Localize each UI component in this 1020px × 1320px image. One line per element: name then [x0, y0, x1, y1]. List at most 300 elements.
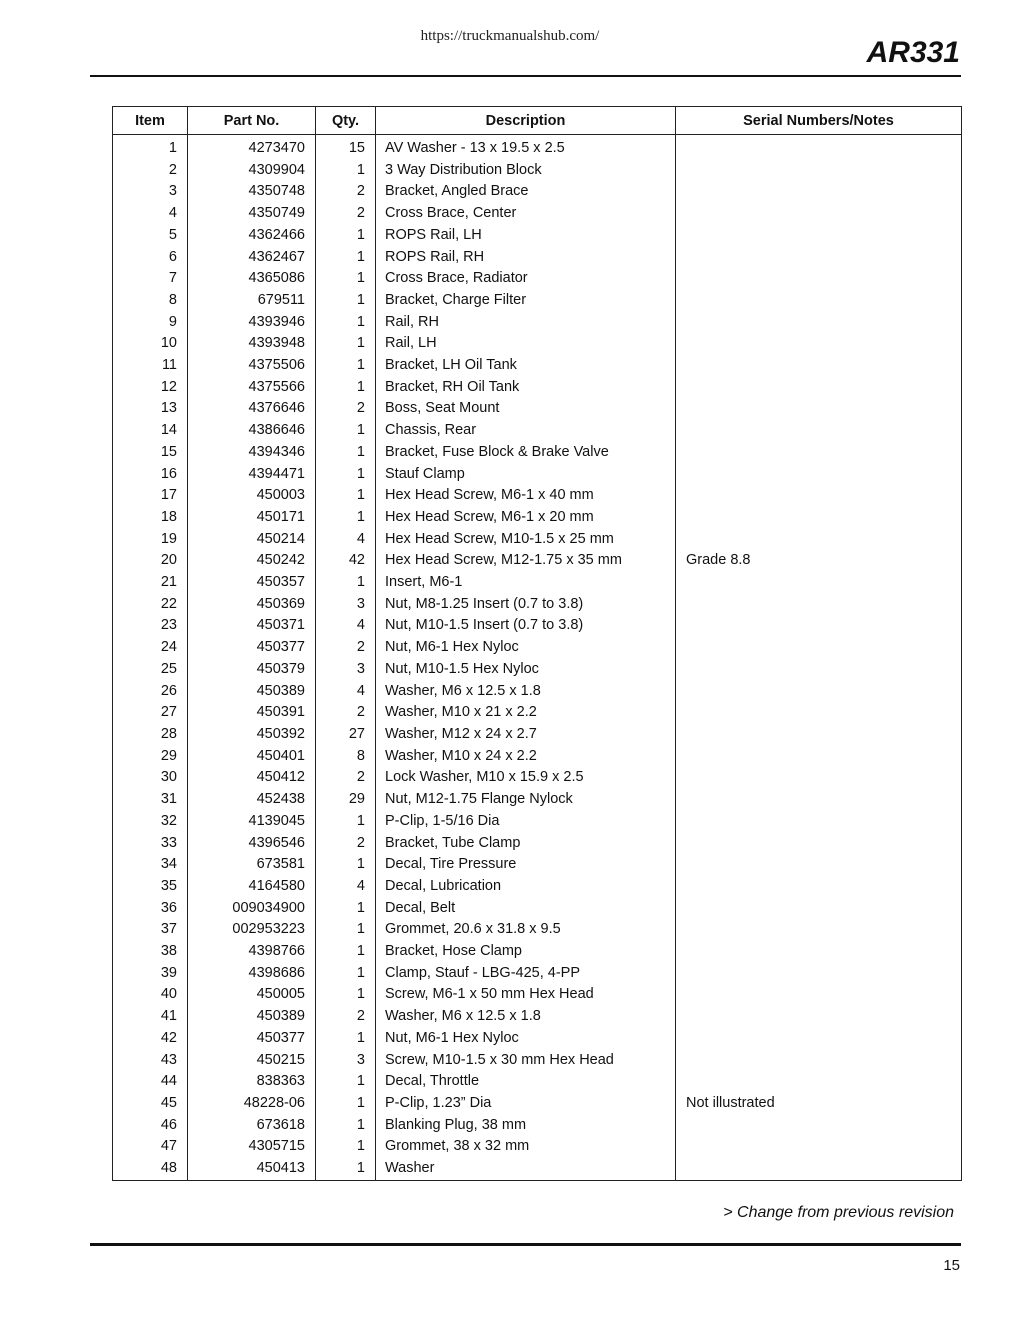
part-number-cell: 450357: [188, 572, 316, 594]
quantity-cell: 1: [316, 1136, 376, 1158]
table-row: [113, 247, 962, 269]
quantity-cell: 1: [316, 160, 376, 182]
quantity-cell: 2: [316, 181, 376, 203]
quantity-cell: 3: [316, 594, 376, 616]
serial-notes-cell: [676, 963, 962, 985]
table-row: [113, 724, 962, 746]
item-number-cell: 9: [113, 312, 188, 334]
part-number-cell: 450412: [188, 767, 316, 789]
table-row: [113, 898, 962, 920]
serial-notes-cell: [676, 333, 962, 355]
description-cell: Nut, M8-1.25 Insert (0.7 to 3.8): [376, 594, 676, 616]
item-number-cell: 32: [113, 811, 188, 833]
description-cell: Decal, Throttle: [376, 1071, 676, 1093]
quantity-cell: 15: [316, 135, 376, 160]
description-cell: Cross Brace, Center: [376, 203, 676, 225]
part-number-cell: 4139045: [188, 811, 316, 833]
part-number-cell: 4350748: [188, 181, 316, 203]
model-title: AR331: [866, 36, 960, 69]
description-cell: Washer, M12 x 24 x 2.7: [376, 724, 676, 746]
serial-notes-cell: [676, 203, 962, 225]
quantity-cell: 1: [316, 854, 376, 876]
serial-notes-cell: [676, 1136, 962, 1158]
description-cell: Bracket, RH Oil Tank: [376, 377, 676, 399]
table-row: [113, 529, 962, 551]
part-number-cell: 450171: [188, 507, 316, 529]
item-number-cell: 37: [113, 919, 188, 941]
table-row: [113, 442, 962, 464]
item-number-cell: 17: [113, 485, 188, 507]
description-cell: Nut, M6-1 Hex Nyloc: [376, 1028, 676, 1050]
part-number-cell: 450391: [188, 702, 316, 724]
serial-notes-cell: [676, 1050, 962, 1072]
serial-notes-cell: [676, 290, 962, 312]
part-number-cell: 450413: [188, 1158, 316, 1180]
quantity-cell: 1: [316, 225, 376, 247]
description-cell: Bracket, Angled Brace: [376, 181, 676, 203]
description-cell: Washer, M6 x 12.5 x 1.8: [376, 1006, 676, 1028]
description-cell: Decal, Belt: [376, 898, 676, 920]
description-cell: Nut, M10-1.5 Hex Nyloc: [376, 659, 676, 681]
item-number-cell: 44: [113, 1071, 188, 1093]
description-cell: Insert, M6-1: [376, 572, 676, 594]
part-number-cell: 450003: [188, 485, 316, 507]
column-header-part-no: Part No.: [188, 107, 316, 135]
item-number-cell: 12: [113, 377, 188, 399]
description-cell: Boss, Seat Mount: [376, 398, 676, 420]
serial-notes-cell: [676, 225, 962, 247]
quantity-cell: 3: [316, 1050, 376, 1072]
serial-notes-cell: [676, 767, 962, 789]
serial-notes-cell: [676, 1071, 962, 1093]
table-row: [113, 290, 962, 312]
table-row: [113, 550, 962, 572]
quantity-cell: 1: [316, 464, 376, 486]
table-row: [113, 1136, 962, 1158]
quantity-cell: 1: [316, 1115, 376, 1137]
part-number-cell: 4398686: [188, 963, 316, 985]
quantity-cell: 27: [316, 724, 376, 746]
quantity-cell: 4: [316, 681, 376, 703]
table-row: [113, 203, 962, 225]
serial-notes-cell: [676, 811, 962, 833]
serial-notes-cell: [676, 507, 962, 529]
table-row: [113, 1158, 962, 1180]
part-number-cell: 4394471: [188, 464, 316, 486]
item-number-cell: 30: [113, 767, 188, 789]
table-row: [113, 485, 962, 507]
quantity-cell: 1: [316, 963, 376, 985]
item-number-cell: 10: [113, 333, 188, 355]
description-cell: Nut, M10-1.5 Insert (0.7 to 3.8): [376, 615, 676, 637]
quantity-cell: 2: [316, 637, 376, 659]
description-cell: Hex Head Screw, M6-1 x 20 mm: [376, 507, 676, 529]
table-row: [113, 420, 962, 442]
serial-notes-cell: [676, 594, 962, 616]
quantity-cell: 1: [316, 811, 376, 833]
table-row: [113, 398, 962, 420]
serial-notes-cell: [676, 746, 962, 768]
table-row: [113, 1071, 962, 1093]
serial-notes-cell: [676, 789, 962, 811]
table-row: [113, 1115, 962, 1137]
description-cell: Screw, M6-1 x 50 mm Hex Head: [376, 984, 676, 1006]
table-row: [113, 615, 962, 637]
serial-notes-cell: [676, 984, 962, 1006]
item-number-cell: 18: [113, 507, 188, 529]
serial-notes-cell: [676, 919, 962, 941]
table-row: [113, 160, 962, 182]
description-cell: Decal, Lubrication: [376, 876, 676, 898]
item-number-cell: 20: [113, 550, 188, 572]
item-number-cell: 34: [113, 854, 188, 876]
quantity-cell: 1: [316, 1093, 376, 1115]
item-number-cell: 41: [113, 1006, 188, 1028]
table-row: [113, 811, 962, 833]
description-cell: Hex Head Screw, M6-1 x 40 mm: [376, 485, 676, 507]
description-cell: Bracket, LH Oil Tank: [376, 355, 676, 377]
description-cell: Clamp, Stauf - LBG-425, 4-PP: [376, 963, 676, 985]
item-number-cell: 42: [113, 1028, 188, 1050]
item-number-cell: 15: [113, 442, 188, 464]
quantity-cell: 1: [316, 290, 376, 312]
item-number-cell: 14: [113, 420, 188, 442]
parts-table-body: [113, 135, 962, 1181]
part-number-cell: 4386646: [188, 420, 316, 442]
quantity-cell: 2: [316, 767, 376, 789]
serial-notes-cell: [676, 854, 962, 876]
serial-notes-cell: Not illustrated: [676, 1093, 962, 1115]
serial-notes-cell: [676, 702, 962, 724]
item-number-cell: 13: [113, 398, 188, 420]
serial-notes-cell: [676, 135, 962, 160]
serial-notes-cell: Grade 8.8: [676, 550, 962, 572]
description-cell: Washer, M10 x 24 x 2.2: [376, 746, 676, 768]
serial-notes-cell: [676, 898, 962, 920]
serial-notes-cell: [676, 464, 962, 486]
serial-notes-cell: [676, 398, 962, 420]
serial-notes-cell: [676, 247, 962, 269]
quantity-cell: 1: [316, 1028, 376, 1050]
description-cell: Grommet, 20.6 x 31.8 x 9.5: [376, 919, 676, 941]
part-number-cell: 450379: [188, 659, 316, 681]
part-number-cell: 838363: [188, 1071, 316, 1093]
part-number-cell: 4350749: [188, 203, 316, 225]
table-row: [113, 312, 962, 334]
part-number-cell: 679511: [188, 290, 316, 312]
part-number-cell: 673618: [188, 1115, 316, 1137]
source-url[interactable]: https://truckmanualshub.com/: [420, 28, 600, 44]
table-row: [113, 594, 962, 616]
quantity-cell: 1: [316, 485, 376, 507]
table-row: [113, 941, 962, 963]
serial-notes-cell: [676, 377, 962, 399]
description-cell: ROPS Rail, RH: [376, 247, 676, 269]
table-row: [113, 659, 962, 681]
description-cell: Hex Head Screw, M12-1.75 x 35 mm: [376, 550, 676, 572]
quantity-cell: 1: [316, 984, 376, 1006]
part-number-cell: 450377: [188, 1028, 316, 1050]
item-number-cell: 25: [113, 659, 188, 681]
table-row: [113, 854, 962, 876]
table-row: [113, 1006, 962, 1028]
description-cell: Bracket, Charge Filter: [376, 290, 676, 312]
quantity-cell: 1: [316, 572, 376, 594]
quantity-cell: 1: [316, 333, 376, 355]
part-number-cell: 450392: [188, 724, 316, 746]
description-cell: Bracket, Fuse Block & Brake Valve: [376, 442, 676, 464]
table-row: [113, 919, 962, 941]
part-number-cell: 009034900: [188, 898, 316, 920]
column-header-qty: Qty.: [316, 107, 376, 135]
part-number-cell: 4396546: [188, 833, 316, 855]
part-number-cell: 673581: [188, 854, 316, 876]
serial-notes-cell: [676, 1006, 962, 1028]
item-number-cell: 36: [113, 898, 188, 920]
quantity-cell: 2: [316, 833, 376, 855]
serial-notes-cell: [676, 442, 962, 464]
quantity-cell: 1: [316, 247, 376, 269]
serial-notes-cell: [676, 355, 962, 377]
serial-notes-cell: [676, 615, 962, 637]
quantity-cell: 4: [316, 529, 376, 551]
description-cell: Decal, Tire Pressure: [376, 854, 676, 876]
item-number-cell: 7: [113, 268, 188, 290]
quantity-cell: 2: [316, 1006, 376, 1028]
part-number-cell: 4398766: [188, 941, 316, 963]
part-number-cell: 4365086: [188, 268, 316, 290]
item-number-cell: 47: [113, 1136, 188, 1158]
serial-notes-cell: [676, 529, 962, 551]
header-divider: [90, 75, 961, 77]
quantity-cell: 1: [316, 442, 376, 464]
item-number-cell: 38: [113, 941, 188, 963]
quantity-cell: 1: [316, 312, 376, 334]
serial-notes-cell: [676, 681, 962, 703]
table-row: [113, 984, 962, 1006]
page-number: 15: [943, 1257, 960, 1274]
item-number-cell: 45: [113, 1093, 188, 1115]
quantity-cell: 4: [316, 876, 376, 898]
table-row: [113, 1093, 962, 1115]
item-number-cell: 35: [113, 876, 188, 898]
item-number-cell: 19: [113, 529, 188, 551]
part-number-cell: 450371: [188, 615, 316, 637]
quantity-cell: 2: [316, 702, 376, 724]
item-number-cell: 16: [113, 464, 188, 486]
description-cell: P-Clip, 1-5/16 Dia: [376, 811, 676, 833]
quantity-cell: 1: [316, 268, 376, 290]
part-number-cell: 450389: [188, 1006, 316, 1028]
table-row: [113, 377, 962, 399]
serial-notes-cell: [676, 485, 962, 507]
description-cell: Cross Brace, Radiator: [376, 268, 676, 290]
column-header-description: Description: [376, 107, 676, 135]
table-row: [113, 833, 962, 855]
table-row: [113, 355, 962, 377]
description-cell: 3 Way Distribution Block: [376, 160, 676, 182]
part-number-cell: 4164580: [188, 876, 316, 898]
item-number-cell: 22: [113, 594, 188, 616]
parts-table: [112, 106, 962, 1181]
item-number-cell: 6: [113, 247, 188, 269]
part-number-cell: 4376646: [188, 398, 316, 420]
description-cell: Bracket, Tube Clamp: [376, 833, 676, 855]
part-number-cell: 450214: [188, 529, 316, 551]
serial-notes-cell: [676, 876, 962, 898]
footer-divider: [90, 1243, 961, 1246]
quantity-cell: 1: [316, 898, 376, 920]
description-cell: Grommet, 38 x 32 mm: [376, 1136, 676, 1158]
quantity-cell: 1: [316, 355, 376, 377]
table-row: [113, 464, 962, 486]
description-cell: Bracket, Hose Clamp: [376, 941, 676, 963]
serial-notes-cell: [676, 833, 962, 855]
column-header-notes: Serial Numbers/Notes: [676, 107, 962, 135]
table-row: [113, 746, 962, 768]
item-number-cell: 40: [113, 984, 188, 1006]
description-cell: Washer: [376, 1158, 676, 1180]
description-cell: Lock Washer, M10 x 15.9 x 2.5: [376, 767, 676, 789]
item-number-cell: 8: [113, 290, 188, 312]
item-number-cell: 26: [113, 681, 188, 703]
part-number-cell: 450389: [188, 681, 316, 703]
part-number-cell: 4309904: [188, 160, 316, 182]
serial-notes-cell: [676, 637, 962, 659]
part-number-cell: 48228-06: [188, 1093, 316, 1115]
description-cell: Rail, RH: [376, 312, 676, 334]
description-cell: AV Washer - 13 x 19.5 x 2.5: [376, 135, 676, 160]
item-number-cell: 27: [113, 702, 188, 724]
quantity-cell: 2: [316, 203, 376, 225]
quantity-cell: 3: [316, 659, 376, 681]
quantity-cell: 42: [316, 550, 376, 572]
part-number-cell: 4362466: [188, 225, 316, 247]
part-number-cell: 002953223: [188, 919, 316, 941]
serial-notes-cell: [676, 1158, 962, 1180]
description-cell: Washer, M10 x 21 x 2.2: [376, 702, 676, 724]
quantity-cell: 4: [316, 615, 376, 637]
serial-notes-cell: [676, 1115, 962, 1137]
description-cell: Screw, M10-1.5 x 30 mm Hex Head: [376, 1050, 676, 1072]
description-cell: Blanking Plug, 38 mm: [376, 1115, 676, 1137]
serial-notes-cell: [676, 724, 962, 746]
serial-notes-cell: [676, 659, 962, 681]
quantity-cell: 29: [316, 789, 376, 811]
item-number-cell: 33: [113, 833, 188, 855]
part-number-cell: 450377: [188, 637, 316, 659]
part-number-cell: 450401: [188, 746, 316, 768]
description-cell: Nut, M6-1 Hex Nyloc: [376, 637, 676, 659]
item-number-cell: 3: [113, 181, 188, 203]
quantity-cell: 1: [316, 919, 376, 941]
quantity-cell: 8: [316, 746, 376, 768]
description-cell: Chassis, Rear: [376, 420, 676, 442]
description-cell: Hex Head Screw, M10-1.5 x 25 mm: [376, 529, 676, 551]
item-number-cell: 2: [113, 160, 188, 182]
table-row: [113, 1028, 962, 1050]
table-row: [113, 225, 962, 247]
table-row: [113, 572, 962, 594]
part-number-cell: 450369: [188, 594, 316, 616]
table-row: [113, 702, 962, 724]
item-number-cell: 5: [113, 225, 188, 247]
table-row: [113, 637, 962, 659]
part-number-cell: 4393946: [188, 312, 316, 334]
description-cell: Washer, M6 x 12.5 x 1.8: [376, 681, 676, 703]
part-number-cell: 4393948: [188, 333, 316, 355]
quantity-cell: 1: [316, 941, 376, 963]
part-number-cell: 450005: [188, 984, 316, 1006]
part-number-cell: 4362467: [188, 247, 316, 269]
table-header-row: [113, 107, 962, 135]
item-number-cell: 43: [113, 1050, 188, 1072]
item-number-cell: 21: [113, 572, 188, 594]
item-number-cell: 39: [113, 963, 188, 985]
quantity-cell: 1: [316, 420, 376, 442]
part-number-cell: 4273470: [188, 135, 316, 160]
item-number-cell: 11: [113, 355, 188, 377]
quantity-cell: 1: [316, 1158, 376, 1180]
table-row: [113, 767, 962, 789]
item-number-cell: 4: [113, 203, 188, 225]
part-number-cell: 452438: [188, 789, 316, 811]
revision-footnote: > Change from previous revision: [723, 1204, 954, 1221]
serial-notes-cell: [676, 941, 962, 963]
table-row: [113, 1050, 962, 1072]
part-number-cell: 4394346: [188, 442, 316, 464]
table-row: [113, 507, 962, 529]
table-row: [113, 268, 962, 290]
item-number-cell: 23: [113, 615, 188, 637]
item-number-cell: 46: [113, 1115, 188, 1137]
quantity-cell: 1: [316, 1071, 376, 1093]
description-cell: Nut, M12-1.75 Flange Nylock: [376, 789, 676, 811]
item-number-cell: 48: [113, 1158, 188, 1180]
part-number-cell: 4305715: [188, 1136, 316, 1158]
description-cell: Stauf Clamp: [376, 464, 676, 486]
item-number-cell: 28: [113, 724, 188, 746]
serial-notes-cell: [676, 420, 962, 442]
serial-notes-cell: [676, 1028, 962, 1050]
item-number-cell: 29: [113, 746, 188, 768]
description-cell: Rail, LH: [376, 333, 676, 355]
part-number-cell: 450242: [188, 550, 316, 572]
serial-notes-cell: [676, 312, 962, 334]
table-row: [113, 789, 962, 811]
table-row: [113, 333, 962, 355]
table-row: [113, 181, 962, 203]
quantity-cell: 1: [316, 377, 376, 399]
column-header-item: Item: [113, 107, 188, 135]
description-cell: P-Clip, 1.23” Dia: [376, 1093, 676, 1115]
quantity-cell: 1: [316, 507, 376, 529]
part-number-cell: 450215: [188, 1050, 316, 1072]
table-row: [113, 135, 962, 160]
serial-notes-cell: [676, 268, 962, 290]
serial-notes-cell: [676, 181, 962, 203]
part-number-cell: 4375566: [188, 377, 316, 399]
table-row: [113, 681, 962, 703]
table-row: [113, 876, 962, 898]
description-cell: ROPS Rail, LH: [376, 225, 676, 247]
part-number-cell: 4375506: [188, 355, 316, 377]
item-number-cell: 1: [113, 135, 188, 160]
item-number-cell: 24: [113, 637, 188, 659]
quantity-cell: 2: [316, 398, 376, 420]
serial-notes-cell: [676, 572, 962, 594]
table-row: [113, 963, 962, 985]
